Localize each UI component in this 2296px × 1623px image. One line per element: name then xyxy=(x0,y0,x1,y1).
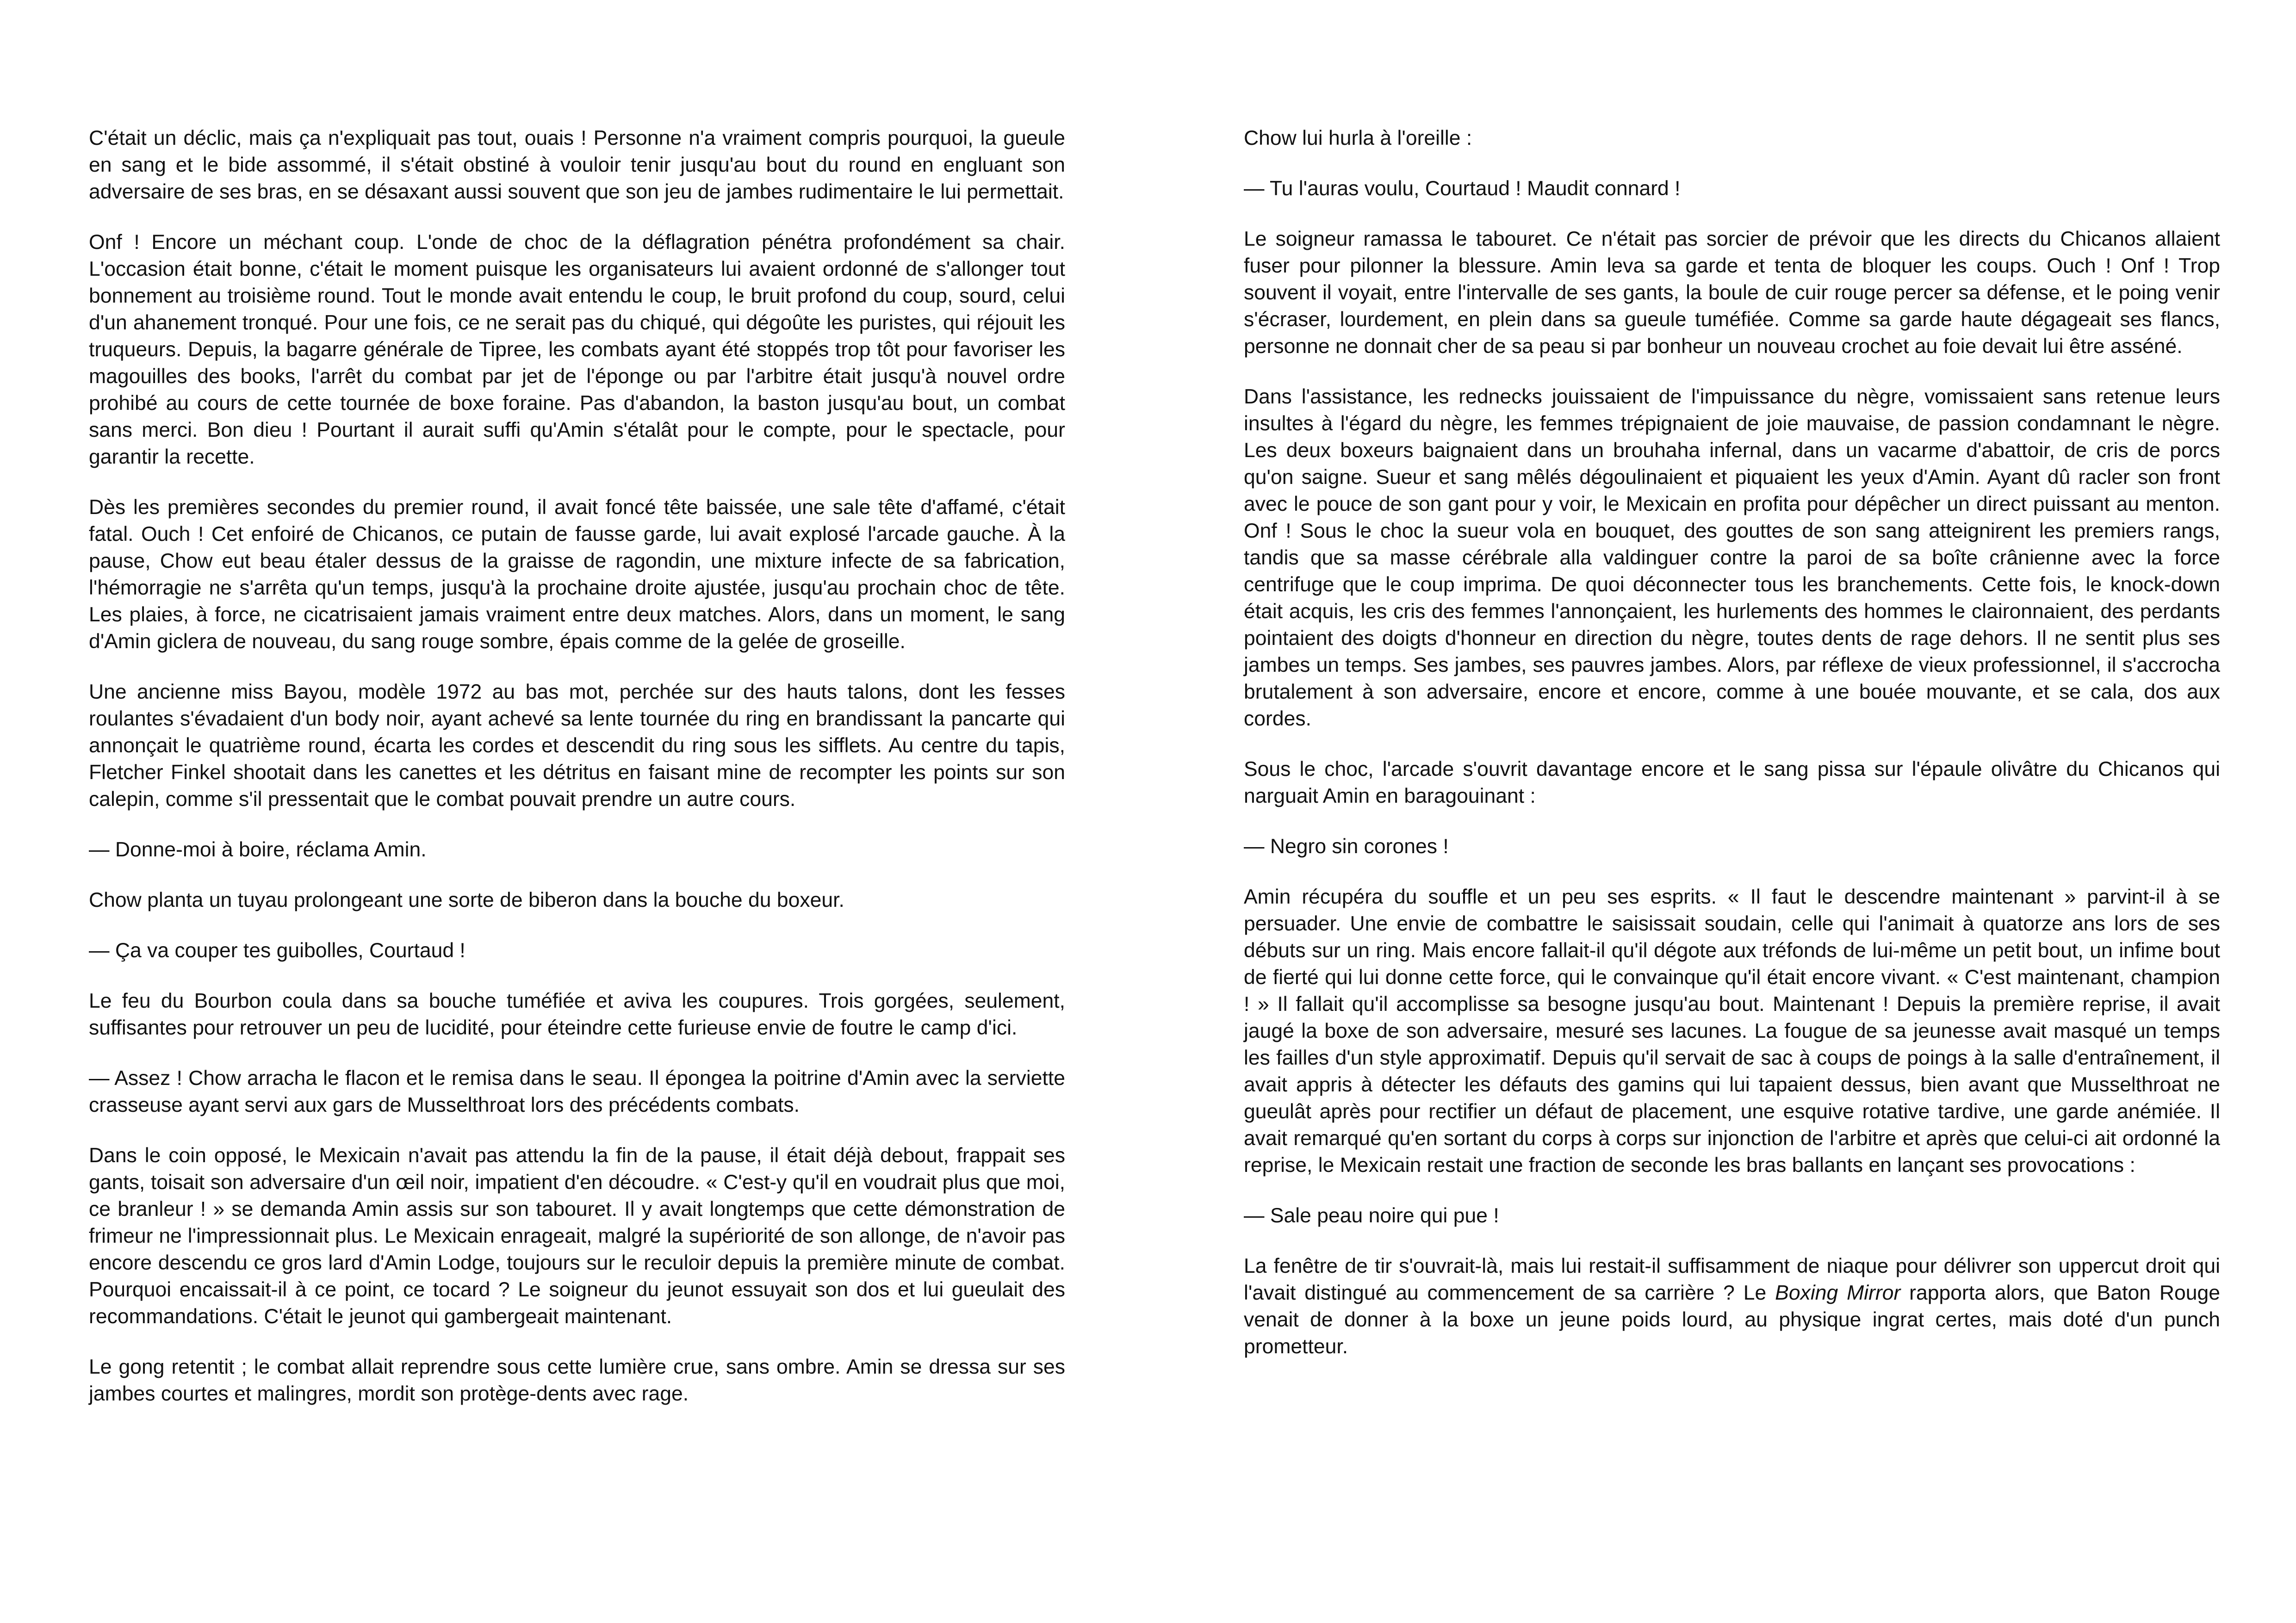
paragraph: Une ancienne miss Bayou, modèle 1972 au bas mot, perchée sur des hauts talons, dont les fesses roulantes s'évadaient d'un body noir, ayant achevé sa lente tournée du ring en brandissant la pancarte qui annonçait le quatrième round, écarta les cordes et descendit du ring sous les sifflets. Au centre du tapis, Fletcher Finkel shootait dans les canettes et les détritus en faisant mine de recompter les points sur son calepin, comme s'il pressentait que le combat pouvait prendre un autre cours. xyxy=(89,681,1065,811)
paragraph: Onf ! Encore un méchant coup. L'onde de choc de la déflagration pénétra profondément sa chair. L'occasion était bonne, c'était le moment puisque les organisateurs lui avaient ordonné de s'allonger tout bonnement au troisième round. Tout le monde avait entendu le coup, le bruit profond du coup, sourd, celui d'un ahanement tronqué. Pour une fois, ce ne serait pas du chiqué, qui dégoûte les puristes, qui réjouit les truqueurs. Depuis, la bagarre générale de Tipree, les combats ayant été stoppés trop tôt pour favoriser les magouilles des books, l'arrêt du combat par jet de l'éponge ou par l'arbitre était jusqu'à nouvel ordre prohibé au cours de cette tournée de boxe foraine. Pas d'abandon, la baston jusqu'au bout, un combat sans merci. Bon dieu ! Pourtant il aurait suffi qu'Amin s'étalât pour le compte, pour le spectacle, pour garantir la recette. xyxy=(89,231,1065,468)
paragraph: Dès les premières secondes du premier round, il avait foncé tête baissée, une sale tête d'affamé, c'était fatal. Ouch ! Cet enfoiré de Chicanos, ce putain de fausse garde, lui avait explosé l'arcade gauche. À la pause, Chow eut beau étaler dessus de la graisse de ragondin, une mixture infecte de sa fabrication, l'hémorragie ne s'arrêta qu'un temps, jusqu'à la prochaine droite ajustée, jusqu'au prochain choc de tête. Les plaies, à force, ne cicatrisaient jamais vraiment entre deux matches. Alors, dans un moment, le sang d'Amin giclera de nouveau, du sang rouge sombre, épais comme de la gelée de groseille. xyxy=(89,496,1065,653)
paragraph: Le gong retentit ; le combat allait reprendre sous cette lumière crue, sans ombre. Amin se dressa sur ses jambes courtes et malingres, mordit son protège-dents avec rage. xyxy=(89,1356,1065,1405)
dialogue-line: — Negro sin corones ! xyxy=(1244,835,1449,858)
final-paragraph xyxy=(1244,1253,2220,1360)
right-column xyxy=(1244,125,2220,1360)
paragraph: Dans le coin opposé, le Mexicain n'avait pas attendu la fin de la pause, il était déjà debout, frappait ses gants, toisait son adversaire d'un œil noir, impatient d'en découdre. « C'est-y qu'il en voudrait plus que moi, ce branleur ! » se demanda Amin assis sur son tabouret. Il y avait longtemps que cette démonstration de frimeur ne l'impressionnait plus. Le Mexicain enrageait, malgré la supériorité de son allonge, de n'avoir pas encore descendu ce gros lard d'Amin Lodge, toujours sur le reculoir depuis la première minute de combat. Pourquoi encaissait-il à ce point, ce tocard ? Le soigneur du jeunot essuyait son dos et lui gueulait des recommandations. C'était le jeunot qui gambergeait maintenant. xyxy=(89,1144,1065,1328)
paragraph: C'était un déclic, mais ça n'expliquait pas tout, ouais ! Personne n'a vraiment compris pourquoi, la gueule en sang et le bide assommé, il s'était obstiné à vouloir tenir jusqu'au bout du round en engluant son adversaire de ses bras, en se désaxant aussi souvent que son jeu de jambes rudimentaire le lui permettait. xyxy=(89,127,1065,203)
paragraph: Chow planta un tuyau prolongeant une sorte de biberon dans la bouche du boxeur. xyxy=(89,889,844,911)
publication-title: Boxing Mirror xyxy=(1775,1282,1901,1304)
text-span: rapporta alors, que Baton Rouge venait de donner à la boxe un jeune poids lourd, au physique ingrat certes, mais doté d'un punch prometteur. xyxy=(1244,1282,2220,1358)
paragraph: Le soigneur ramassa le tabouret. Ce n'était pas sorcier de prévoir que les directs du Chicanos allaient fuser pour pilonner la blessure. Amin leva sa garde et tenta de bloquer les coups. Ouch ! Onf ! Trop souvent il voyait, entre l'intervalle de ses gants, la boule de cuir rouge percer sa défense, et le poing venir s'écraser, lourdement, en plein dans sa gueule tuméfiée. Comme sa garde haute dégageait ses flancs, personne ne donnait cher de sa peau si par bonheur un nouveau crochet au foie devait lui être asséné. xyxy=(1244,228,2220,358)
left-column xyxy=(89,125,1065,1407)
dialogue-line: — Donne-moi à boire, réclama Amin. xyxy=(89,838,427,861)
paragraph: Chow lui hurla à l'oreille : xyxy=(1244,127,1472,149)
dialogue-line: — Ça va couper tes guibolles, Courtaud ! xyxy=(89,939,465,962)
text-span: La fenêtre de tir s'ouvrait-là, mais lui restait-il suffisamment de niaque pour délivrer son uppercut droit qui l'avait distingué au commencement de sa carrière ? Le xyxy=(1244,1255,2220,1304)
paragraph: Sous le choc, l'arcade s'ouvrit davantage encore et le sang pissa sur l'épaule olivâtre du Chicanos qui narguait Amin en baragouinant : xyxy=(1244,758,2220,807)
dialogue-line: — Assez ! Chow arracha le flacon et le remisa dans le seau. Il épongea la poitrine d'Amin avec la serviette crasseuse ayant servi aux gars de Musselthroat lors des précédents combats. xyxy=(89,1067,1065,1116)
dialogue-line: — Tu l'auras voulu, Courtaud ! Maudit connard ! xyxy=(1244,177,1681,200)
paragraph: Amin récupéra du souffle et un peu ses esprits. « Il faut le descendre maintenant » parvint-il à se persuader. Une envie de combattre le saisissait soudain, celle qui l'animait à quatorze ans lors de ses débuts sur un ring. Mais encore fallait-il qu'il dégote aux tréfonds de lui-même un petit bout, un infime bout de fierté qui lui donne cette force, qui le convainque qu'il était encore vivant. « C'est maintenant, champion ! » Il fallait qu'il accomplisse sa besogne jusqu'au bout. Maintenant ! Depuis la première reprise, il avait jaugé la boxe de son adversaire, mesuré ses lacunes. La fougue de sa jeunesse avait masqué un temps les failles d'un style approximatif. Depuis qu'il servait de sac à coups de poings à la salle d'entraînement, il avait appris à détecter les défauts des gamins qui lui tapaient dessus, bien avant que Musselthroat ne gueulât après pour rectifier un défaut de placement, une esquive rotative tardive, une garde anémiée. Il avait remarqué qu'en sortant du corps à corps sur injonction de l'arbitre et après que celui-ci ait ordonné la reprise, le Mexicain restait une fraction de seconde les bras ballants en lançant ses provocations : xyxy=(1244,886,2220,1177)
paragraph: Le feu du Bourbon coula dans sa bouche tuméfiée et aviva les coupures. Trois gorgées, seulement, suffisantes pour retrouver un peu de lucidité, pour éteindre cette furieuse envie de foutre le camp d'ici. xyxy=(89,990,1065,1039)
paragraph: Dans l'assistance, les rednecks jouissaient de l'impuissance du nègre, vomissaient sans retenue leurs insultes à l'égard du nègre, les femmes trépignaient de joie mauvaise, de passion condamnant le nègre. Les deux boxeurs baignaient dans un brouhaha infernal, dans un vacarme d'abattoir, de cris de porcs qu'on saigne. Sueur et sang mêlés dégoulinaient et piquaient les yeux d'Amin. Ayant dû racler son front avec le pouce de son gant pour y voir, le Mexicain en profita pour dépêcher un direct puissant au menton. Onf ! Sous le choc la sueur vola en bouquet, des gouttes de son sang atteignirent les premiers rangs, tandis que sa masse cérébrale alla valdinguer contre la paroi de sa boîte crânienne avec la force centrifuge que le coup imprima. De quoi déconnecter tous les branchements. Cette fois, le knock-down était acquis, les cris des femmes l'annonçaient, les hurlements des hommes le claironnaient, des perdants pointaient des doigts d'honneur en direction du nègre, toutes dents de rage dehors. Il ne sentit plus ses jambes un temps. Ses jambes, ses pauvres jambes. Alors, par réflexe de vieux professionnel, il s'accrocha brutalement à son adversaire, encore et encore, comme à une bouée mouvante, et se cala, dos aux cordes. xyxy=(1244,385,2220,730)
dialogue-line: — Sale peau noire qui pue ! xyxy=(1244,1204,1499,1227)
